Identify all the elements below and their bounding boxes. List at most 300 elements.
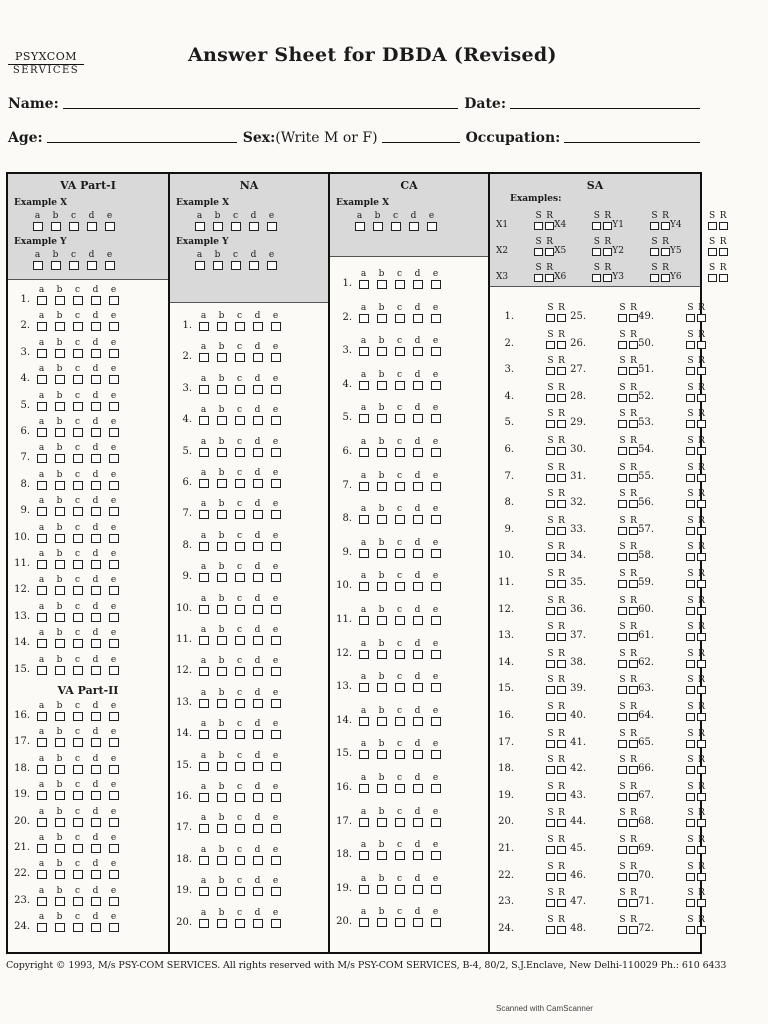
answer-checkbox[interactable] xyxy=(545,274,554,282)
answer-checkbox[interactable] xyxy=(109,534,119,543)
answer-checkbox[interactable] xyxy=(199,448,209,457)
answer-checkbox[interactable] xyxy=(249,222,259,231)
answer-checkbox[interactable] xyxy=(395,582,405,591)
answer-checkbox[interactable] xyxy=(546,420,555,428)
answer-checkbox[interactable] xyxy=(546,500,555,508)
answer-checkbox[interactable] xyxy=(217,322,227,331)
answer-checkbox[interactable] xyxy=(217,542,227,551)
answer-checkbox[interactable] xyxy=(618,607,627,615)
answer-checkbox[interactable] xyxy=(377,482,387,491)
answer-checkbox[interactable] xyxy=(91,534,101,543)
answer-checkbox[interactable] xyxy=(431,515,441,524)
answer-checkbox[interactable] xyxy=(109,586,119,595)
answer-checkbox[interactable] xyxy=(109,402,119,411)
answer-checkbox[interactable] xyxy=(377,381,387,390)
answer-checkbox[interactable] xyxy=(37,897,47,906)
answer-checkbox[interactable] xyxy=(359,549,369,558)
answer-checkbox[interactable] xyxy=(91,923,101,932)
answer-checkbox[interactable] xyxy=(377,515,387,524)
answer-checkbox[interactable] xyxy=(413,314,423,323)
answer-checkbox[interactable] xyxy=(686,580,695,588)
answer-checkbox[interactable] xyxy=(55,639,65,648)
answer-checkbox[interactable] xyxy=(534,248,543,256)
answer-checkbox[interactable] xyxy=(359,448,369,457)
answer-checkbox[interactable] xyxy=(413,381,423,390)
answer-checkbox[interactable] xyxy=(271,667,281,676)
answer-checkbox[interactable] xyxy=(73,507,83,516)
answer-checkbox[interactable] xyxy=(431,784,441,793)
answer-checkbox[interactable] xyxy=(91,791,101,800)
answer-checkbox[interactable] xyxy=(359,314,369,323)
answer-checkbox[interactable] xyxy=(91,296,101,305)
answer-checkbox[interactable] xyxy=(413,750,423,759)
answer-checkbox[interactable] xyxy=(431,650,441,659)
answer-checkbox[interactable] xyxy=(73,402,83,411)
answer-checkbox[interactable] xyxy=(253,353,263,362)
answer-checkbox[interactable] xyxy=(235,919,245,928)
answer-checkbox[interactable] xyxy=(253,667,263,676)
answer-checkbox[interactable] xyxy=(546,367,555,375)
answer-checkbox[interactable] xyxy=(109,375,119,384)
answer-checkbox[interactable] xyxy=(271,856,281,865)
answer-checkbox[interactable] xyxy=(697,713,706,721)
answer-checkbox[interactable] xyxy=(91,818,101,827)
answer-checkbox[interactable] xyxy=(109,818,119,827)
answer-checkbox[interactable] xyxy=(686,553,695,561)
answer-checkbox[interactable] xyxy=(253,762,263,771)
answer-checkbox[interactable] xyxy=(618,580,627,588)
answer-checkbox[interactable] xyxy=(431,549,441,558)
answer-checkbox[interactable] xyxy=(253,573,263,582)
answer-checkbox[interactable] xyxy=(395,818,405,827)
answer-checkbox[interactable] xyxy=(253,416,263,425)
answer-checkbox[interactable] xyxy=(377,448,387,457)
answer-checkbox[interactable] xyxy=(359,616,369,625)
answer-checkbox[interactable] xyxy=(391,222,401,231)
answer-checkbox[interactable] xyxy=(73,791,83,800)
answer-checkbox[interactable] xyxy=(359,750,369,759)
answer-checkbox[interactable] xyxy=(217,605,227,614)
answer-checkbox[interactable] xyxy=(87,261,97,270)
answer-checkbox[interactable] xyxy=(686,394,695,402)
answer-checkbox[interactable] xyxy=(109,507,119,516)
answer-checkbox[interactable] xyxy=(55,507,65,516)
answer-checkbox[interactable] xyxy=(91,322,101,331)
answer-checkbox[interactable] xyxy=(686,633,695,641)
answer-checkbox[interactable] xyxy=(33,261,43,270)
answer-checkbox[interactable] xyxy=(546,447,555,455)
answer-checkbox[interactable] xyxy=(395,482,405,491)
answer-checkbox[interactable] xyxy=(55,923,65,932)
answer-checkbox[interactable] xyxy=(650,248,659,256)
answer-checkbox[interactable] xyxy=(55,791,65,800)
answer-checkbox[interactable] xyxy=(395,381,405,390)
answer-checkbox[interactable] xyxy=(217,762,227,771)
answer-checkbox[interactable] xyxy=(271,573,281,582)
answer-checkbox[interactable] xyxy=(546,846,555,854)
answer-checkbox[interactable] xyxy=(109,844,119,853)
answer-checkbox[interactable] xyxy=(91,613,101,622)
answer-checkbox[interactable] xyxy=(431,448,441,457)
answer-checkbox[interactable] xyxy=(231,261,241,270)
answer-checkbox[interactable] xyxy=(618,873,627,881)
answer-checkbox[interactable] xyxy=(55,481,65,490)
answer-checkbox[interactable] xyxy=(359,818,369,827)
answer-checkbox[interactable] xyxy=(199,479,209,488)
answer-checkbox[interactable] xyxy=(546,314,555,322)
answer-checkbox[interactable] xyxy=(253,699,263,708)
answer-checkbox[interactable] xyxy=(199,667,209,676)
answer-checkbox[interactable] xyxy=(55,428,65,437)
answer-checkbox[interactable] xyxy=(91,586,101,595)
answer-checkbox[interactable] xyxy=(395,650,405,659)
answer-checkbox[interactable] xyxy=(195,261,205,270)
answer-checkbox[interactable] xyxy=(73,844,83,853)
answer-checkbox[interactable] xyxy=(37,402,47,411)
answer-checkbox[interactable] xyxy=(109,897,119,906)
answer-checkbox[interactable] xyxy=(73,454,83,463)
answer-checkbox[interactable] xyxy=(37,296,47,305)
answer-checkbox[interactable] xyxy=(217,636,227,645)
answer-checkbox[interactable] xyxy=(359,784,369,793)
answer-checkbox[interactable] xyxy=(235,479,245,488)
answer-checkbox[interactable] xyxy=(37,791,47,800)
answer-checkbox[interactable] xyxy=(55,818,65,827)
answer-checkbox[interactable] xyxy=(377,616,387,625)
answer-checkbox[interactable] xyxy=(217,448,227,457)
answer-checkbox[interactable] xyxy=(534,222,543,230)
answer-checkbox[interactable] xyxy=(199,856,209,865)
answer-checkbox[interactable] xyxy=(650,274,659,282)
answer-checkbox[interactable] xyxy=(697,314,706,322)
answer-checkbox[interactable] xyxy=(37,375,47,384)
answer-checkbox[interactable] xyxy=(359,515,369,524)
answer-checkbox[interactable] xyxy=(431,918,441,927)
answer-checkbox[interactable] xyxy=(686,793,695,801)
answer-checkbox[interactable] xyxy=(697,819,706,827)
answer-checkbox[interactable] xyxy=(109,613,119,622)
answer-checkbox[interactable] xyxy=(55,322,65,331)
answer-checkbox[interactable] xyxy=(359,582,369,591)
answer-checkbox[interactable] xyxy=(413,851,423,860)
answer-checkbox[interactable] xyxy=(271,448,281,457)
name-field[interactable] xyxy=(63,107,458,109)
answer-checkbox[interactable] xyxy=(413,582,423,591)
answer-checkbox[interactable] xyxy=(55,454,65,463)
answer-checkbox[interactable] xyxy=(395,347,405,356)
answer-checkbox[interactable] xyxy=(271,636,281,645)
answer-checkbox[interactable] xyxy=(235,856,245,865)
answer-checkbox[interactable] xyxy=(661,274,670,282)
answer-checkbox[interactable] xyxy=(267,261,277,270)
answer-checkbox[interactable] xyxy=(546,819,555,827)
answer-checkbox[interactable] xyxy=(719,248,728,256)
answer-checkbox[interactable] xyxy=(235,573,245,582)
answer-checkbox[interactable] xyxy=(395,314,405,323)
answer-checkbox[interactable] xyxy=(697,394,706,402)
answer-checkbox[interactable] xyxy=(708,248,717,256)
answer-checkbox[interactable] xyxy=(546,793,555,801)
answer-checkbox[interactable] xyxy=(213,222,223,231)
answer-checkbox[interactable] xyxy=(686,527,695,535)
answer-checkbox[interactable] xyxy=(217,730,227,739)
answer-checkbox[interactable] xyxy=(55,375,65,384)
answer-checkbox[interactable] xyxy=(37,666,47,675)
answer-checkbox[interactable] xyxy=(359,414,369,423)
answer-checkbox[interactable] xyxy=(603,222,612,230)
answer-checkbox[interactable] xyxy=(105,222,115,231)
answer-checkbox[interactable] xyxy=(534,274,543,282)
answer-checkbox[interactable] xyxy=(413,784,423,793)
answer-checkbox[interactable] xyxy=(395,851,405,860)
answer-checkbox[interactable] xyxy=(686,341,695,349)
answer-checkbox[interactable] xyxy=(253,448,263,457)
answer-checkbox[interactable] xyxy=(271,699,281,708)
answer-checkbox[interactable] xyxy=(686,846,695,854)
answer-checkbox[interactable] xyxy=(650,222,659,230)
answer-checkbox[interactable] xyxy=(253,605,263,614)
answer-checkbox[interactable] xyxy=(235,605,245,614)
answer-checkbox[interactable] xyxy=(697,873,706,881)
answer-checkbox[interactable] xyxy=(697,633,706,641)
date-field[interactable] xyxy=(510,107,700,109)
answer-checkbox[interactable] xyxy=(199,542,209,551)
answer-checkbox[interactable] xyxy=(235,824,245,833)
answer-checkbox[interactable] xyxy=(87,222,97,231)
answer-checkbox[interactable] xyxy=(686,367,695,375)
answer-checkbox[interactable] xyxy=(697,793,706,801)
answer-checkbox[interactable] xyxy=(235,762,245,771)
answer-checkbox[interactable] xyxy=(413,448,423,457)
answer-checkbox[interactable] xyxy=(413,818,423,827)
answer-checkbox[interactable] xyxy=(91,738,101,747)
answer-checkbox[interactable] xyxy=(395,616,405,625)
answer-checkbox[interactable] xyxy=(395,683,405,692)
answer-checkbox[interactable] xyxy=(618,447,627,455)
answer-checkbox[interactable] xyxy=(697,686,706,694)
answer-checkbox[interactable] xyxy=(37,507,47,516)
answer-checkbox[interactable] xyxy=(37,844,47,853)
answer-checkbox[interactable] xyxy=(431,381,441,390)
answer-checkbox[interactable] xyxy=(271,416,281,425)
answer-checkbox[interactable] xyxy=(235,730,245,739)
answer-checkbox[interactable] xyxy=(199,762,209,771)
answer-checkbox[interactable] xyxy=(546,394,555,402)
answer-checkbox[interactable] xyxy=(109,712,119,721)
answer-checkbox[interactable] xyxy=(618,527,627,535)
answer-checkbox[interactable] xyxy=(618,793,627,801)
answer-checkbox[interactable] xyxy=(686,686,695,694)
answer-checkbox[interactable] xyxy=(377,818,387,827)
answer-checkbox[interactable] xyxy=(686,740,695,748)
answer-checkbox[interactable] xyxy=(395,280,405,289)
sex-field[interactable] xyxy=(382,141,460,143)
answer-checkbox[interactable] xyxy=(359,347,369,356)
answer-checkbox[interactable] xyxy=(91,349,101,358)
answer-checkbox[interactable] xyxy=(618,633,627,641)
answer-checkbox[interactable] xyxy=(55,738,65,747)
answer-checkbox[interactable] xyxy=(55,870,65,879)
answer-checkbox[interactable] xyxy=(413,414,423,423)
answer-checkbox[interactable] xyxy=(55,712,65,721)
answer-checkbox[interactable] xyxy=(91,712,101,721)
answer-checkbox[interactable] xyxy=(719,222,728,230)
answer-checkbox[interactable] xyxy=(413,347,423,356)
answer-checkbox[interactable] xyxy=(697,527,706,535)
answer-checkbox[interactable] xyxy=(697,553,706,561)
answer-checkbox[interactable] xyxy=(109,322,119,331)
answer-checkbox[interactable] xyxy=(686,873,695,881)
answer-checkbox[interactable] xyxy=(413,549,423,558)
answer-checkbox[interactable] xyxy=(91,765,101,774)
answer-checkbox[interactable] xyxy=(618,660,627,668)
answer-checkbox[interactable] xyxy=(686,899,695,907)
answer-checkbox[interactable] xyxy=(431,818,441,827)
answer-checkbox[interactable] xyxy=(109,349,119,358)
answer-checkbox[interactable] xyxy=(413,482,423,491)
answer-checkbox[interactable] xyxy=(395,717,405,726)
answer-checkbox[interactable] xyxy=(55,613,65,622)
answer-checkbox[interactable] xyxy=(546,686,555,694)
answer-checkbox[interactable] xyxy=(618,766,627,774)
answer-checkbox[interactable] xyxy=(253,322,263,331)
answer-checkbox[interactable] xyxy=(697,500,706,508)
answer-checkbox[interactable] xyxy=(661,248,670,256)
answer-checkbox[interactable] xyxy=(546,899,555,907)
answer-checkbox[interactable] xyxy=(618,341,627,349)
answer-checkbox[interactable] xyxy=(37,586,47,595)
answer-checkbox[interactable] xyxy=(271,730,281,739)
answer-checkbox[interactable] xyxy=(217,793,227,802)
answer-checkbox[interactable] xyxy=(199,322,209,331)
answer-checkbox[interactable] xyxy=(91,481,101,490)
answer-checkbox[interactable] xyxy=(55,560,65,569)
answer-checkbox[interactable] xyxy=(73,613,83,622)
answer-checkbox[interactable] xyxy=(413,650,423,659)
answer-checkbox[interactable] xyxy=(395,918,405,927)
answer-checkbox[interactable] xyxy=(73,534,83,543)
answer-checkbox[interactable] xyxy=(109,296,119,305)
answer-checkbox[interactable] xyxy=(73,560,83,569)
answer-checkbox[interactable] xyxy=(235,322,245,331)
answer-checkbox[interactable] xyxy=(73,481,83,490)
answer-checkbox[interactable] xyxy=(51,222,61,231)
answer-checkbox[interactable] xyxy=(686,766,695,774)
answer-checkbox[interactable] xyxy=(69,222,79,231)
answer-checkbox[interactable] xyxy=(199,730,209,739)
answer-checkbox[interactable] xyxy=(377,683,387,692)
answer-checkbox[interactable] xyxy=(37,454,47,463)
answer-checkbox[interactable] xyxy=(253,887,263,896)
answer-checkbox[interactable] xyxy=(377,750,387,759)
answer-checkbox[interactable] xyxy=(235,667,245,676)
answer-checkbox[interactable] xyxy=(377,717,387,726)
answer-checkbox[interactable] xyxy=(359,381,369,390)
answer-checkbox[interactable] xyxy=(73,666,83,675)
answer-checkbox[interactable] xyxy=(271,887,281,896)
answer-checkbox[interactable] xyxy=(697,899,706,907)
answer-checkbox[interactable] xyxy=(359,885,369,894)
answer-checkbox[interactable] xyxy=(395,750,405,759)
answer-checkbox[interactable] xyxy=(697,341,706,349)
answer-checkbox[interactable] xyxy=(686,713,695,721)
answer-checkbox[interactable] xyxy=(235,699,245,708)
answer-checkbox[interactable] xyxy=(618,713,627,721)
answer-checkbox[interactable] xyxy=(697,846,706,854)
answer-checkbox[interactable] xyxy=(55,765,65,774)
answer-checkbox[interactable] xyxy=(545,222,554,230)
answer-checkbox[interactable] xyxy=(109,870,119,879)
answer-checkbox[interactable] xyxy=(377,414,387,423)
answer-checkbox[interactable] xyxy=(373,222,383,231)
answer-checkbox[interactable] xyxy=(431,314,441,323)
answer-checkbox[interactable] xyxy=(431,683,441,692)
answer-checkbox[interactable] xyxy=(91,897,101,906)
answer-checkbox[interactable] xyxy=(199,824,209,833)
answer-checkbox[interactable] xyxy=(603,248,612,256)
answer-checkbox[interactable] xyxy=(73,870,83,879)
answer-checkbox[interactable] xyxy=(395,549,405,558)
answer-checkbox[interactable] xyxy=(431,851,441,860)
answer-checkbox[interactable] xyxy=(686,607,695,615)
answer-checkbox[interactable] xyxy=(55,534,65,543)
answer-checkbox[interactable] xyxy=(235,793,245,802)
answer-checkbox[interactable] xyxy=(618,819,627,827)
answer-checkbox[interactable] xyxy=(661,222,670,230)
answer-checkbox[interactable] xyxy=(413,515,423,524)
answer-checkbox[interactable] xyxy=(217,416,227,425)
answer-checkbox[interactable] xyxy=(395,515,405,524)
answer-checkbox[interactable] xyxy=(249,261,259,270)
answer-checkbox[interactable] xyxy=(253,510,263,519)
answer-checkbox[interactable] xyxy=(271,322,281,331)
answer-checkbox[interactable] xyxy=(546,580,555,588)
answer-checkbox[interactable] xyxy=(618,553,627,561)
answer-checkbox[interactable] xyxy=(546,713,555,721)
answer-checkbox[interactable] xyxy=(377,582,387,591)
answer-checkbox[interactable] xyxy=(686,926,695,934)
answer-checkbox[interactable] xyxy=(109,454,119,463)
answer-checkbox[interactable] xyxy=(231,222,241,231)
answer-checkbox[interactable] xyxy=(413,280,423,289)
answer-checkbox[interactable] xyxy=(431,482,441,491)
answer-checkbox[interactable] xyxy=(546,660,555,668)
answer-checkbox[interactable] xyxy=(708,222,717,230)
answer-checkbox[interactable] xyxy=(109,639,119,648)
answer-checkbox[interactable] xyxy=(546,740,555,748)
answer-checkbox[interactable] xyxy=(91,560,101,569)
answer-checkbox[interactable] xyxy=(413,616,423,625)
answer-checkbox[interactable] xyxy=(37,349,47,358)
answer-checkbox[interactable] xyxy=(73,428,83,437)
answer-checkbox[interactable] xyxy=(377,549,387,558)
answer-checkbox[interactable] xyxy=(686,660,695,668)
answer-checkbox[interactable] xyxy=(199,887,209,896)
answer-checkbox[interactable] xyxy=(686,500,695,508)
answer-checkbox[interactable] xyxy=(697,580,706,588)
answer-checkbox[interactable] xyxy=(217,856,227,865)
answer-checkbox[interactable] xyxy=(377,851,387,860)
answer-checkbox[interactable] xyxy=(395,885,405,894)
answer-checkbox[interactable] xyxy=(253,479,263,488)
answer-checkbox[interactable] xyxy=(431,414,441,423)
answer-checkbox[interactable] xyxy=(253,385,263,394)
answer-checkbox[interactable] xyxy=(427,222,437,231)
answer-checkbox[interactable] xyxy=(199,385,209,394)
answer-checkbox[interactable] xyxy=(37,613,47,622)
answer-checkbox[interactable] xyxy=(719,274,728,282)
answer-checkbox[interactable] xyxy=(395,414,405,423)
